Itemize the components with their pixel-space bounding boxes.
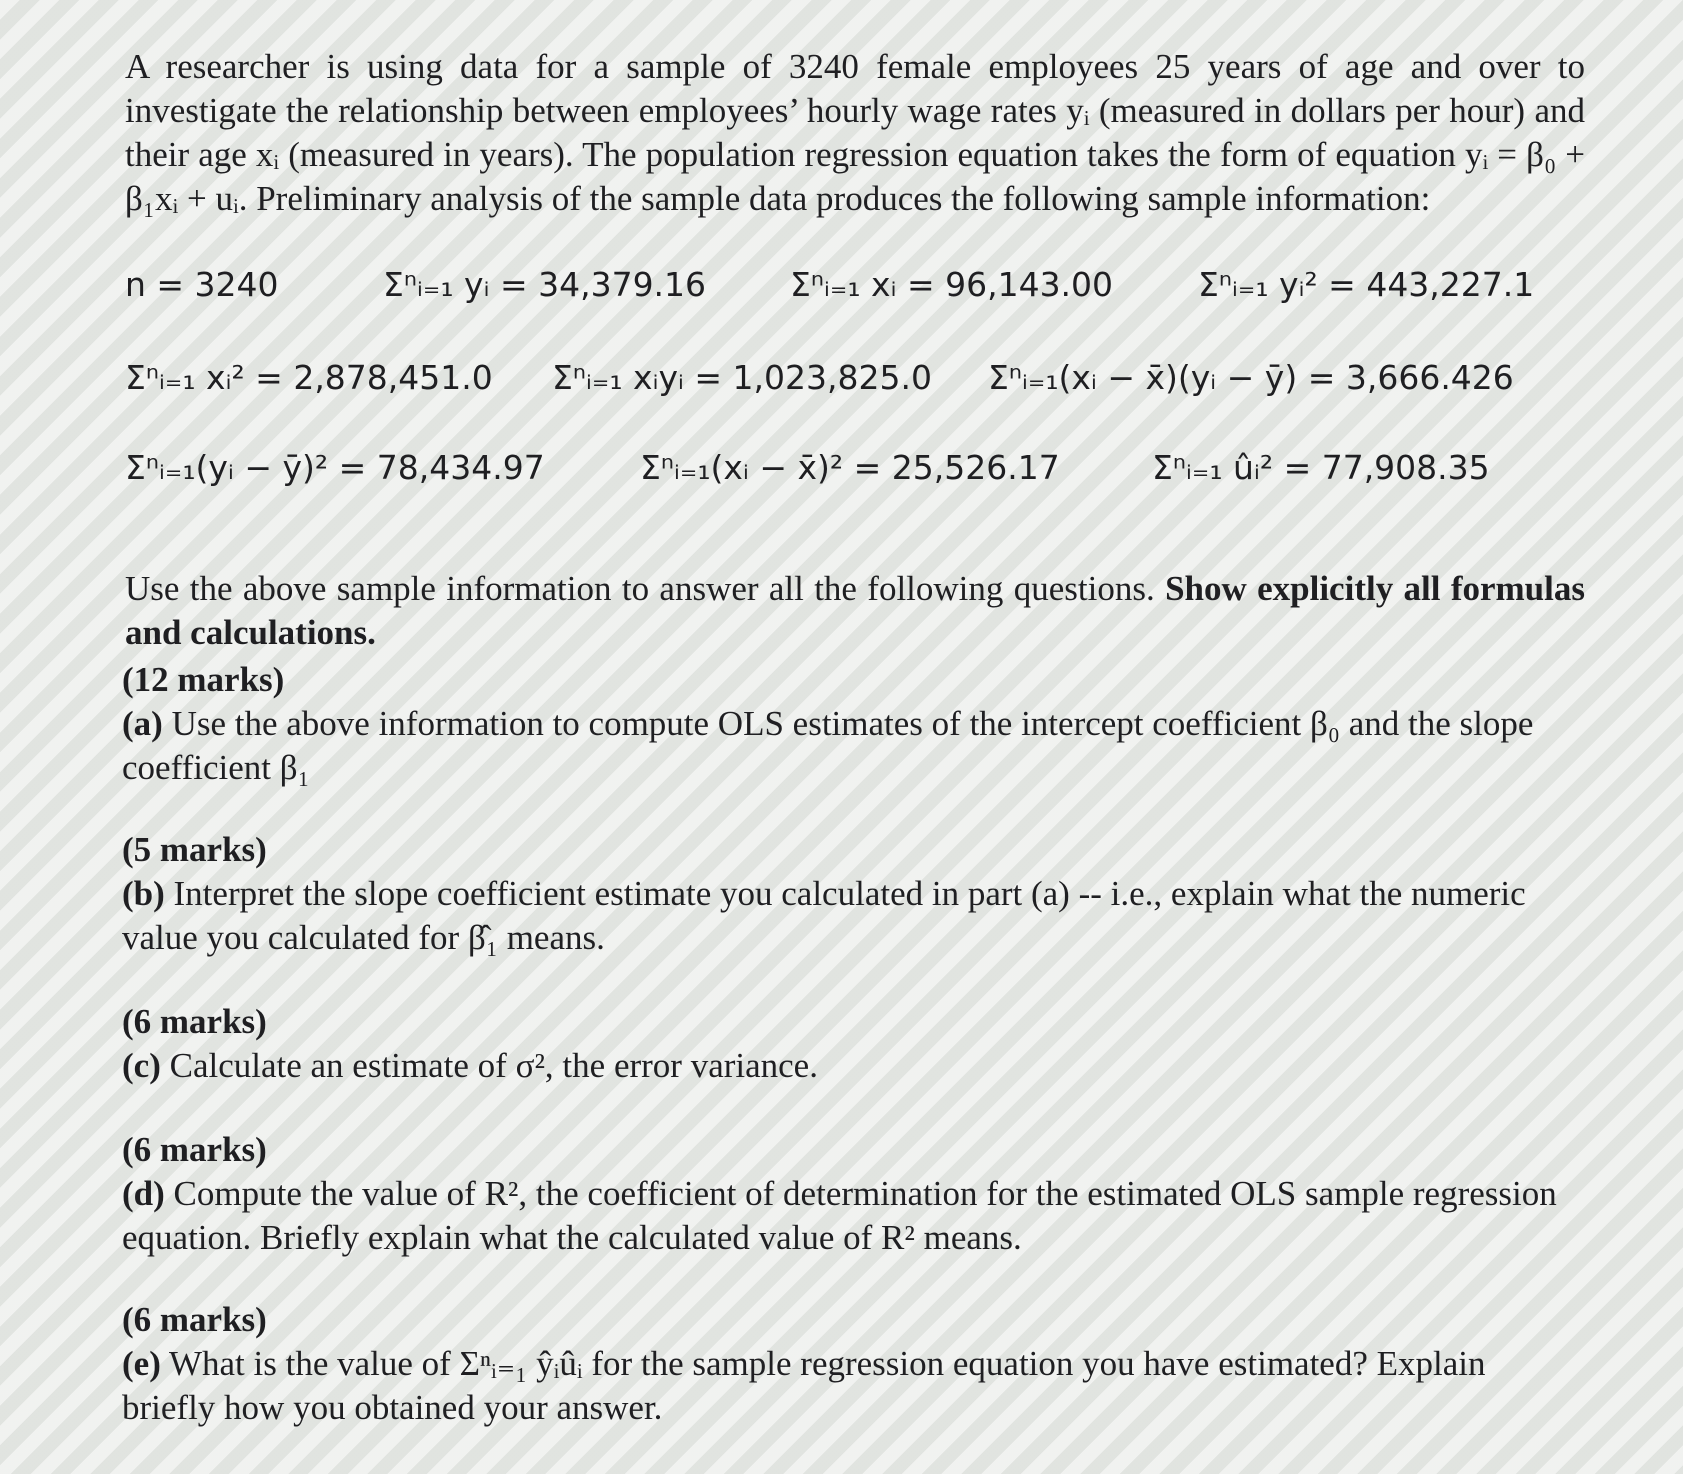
question-d (122, 1128, 1582, 1260)
question-label: (d) (122, 1174, 165, 1213)
question-label: (c) (122, 1046, 161, 1085)
stat-sum-u2: Σⁿᵢ₌₁ ûᵢ² = 77,908.35 (1152, 448, 1490, 487)
question-label: (a) (122, 704, 163, 743)
stat-sum-xy: Σⁿᵢ₌₁ xᵢyᵢ = 1,023,825.0 (552, 358, 932, 397)
question-marks: (6 marks) (122, 1002, 267, 1041)
question-text: Interpret the slope coefficient estimate you calculated in part (a) -- i.e., explain what the numeric value you calculated for β̂₁ means. (122, 874, 1526, 957)
question-text: Use the above information to compute OLS estimates of the intercept coefficient β₀ and the slope coefficient β₁ (122, 704, 1534, 787)
question-e (122, 1298, 1582, 1430)
stat-sum-y2: Σⁿᵢ₌₁ yᵢ² = 443,227.1 (1198, 265, 1535, 304)
question-marks: (12 marks) (122, 660, 285, 699)
question-text: Compute the value of R², the coefficient of determination for the estimated OLS sample regression equation. Briefly explain what the calculated value of R² means. (122, 1174, 1557, 1257)
stat-sum-dxdy: Σⁿᵢ₌₁(xᵢ − x̄)(yᵢ − ȳ) = 3,666.426 (988, 358, 1514, 397)
question-a (122, 658, 1582, 790)
question-c (122, 1000, 1582, 1088)
stat-sum-dx2: Σⁿᵢ₌₁(xᵢ − x̄)² = 25,526.17 (640, 448, 1060, 487)
instructions (125, 567, 1585, 655)
question-text: Calculate an estimate of σ², the error variance. (169, 1046, 818, 1085)
instructions-text: Use the above sample information to answer all the following questions. (125, 569, 1155, 608)
question-label: (e) (122, 1344, 161, 1383)
question-marks: (6 marks) (122, 1130, 267, 1169)
question-marks: (6 marks) (122, 1300, 267, 1339)
stat-sum-y: Σⁿᵢ₌₁ yᵢ = 34,379.16 (383, 265, 707, 304)
question-text: What is the value of Σⁿᵢ₌₁ ŷᵢûᵢ for the sample regression equation you have estimated? Explain briefly how you obtained your answer. (122, 1344, 1486, 1427)
instructions-bold: Show explicitly all formulas and calculations. (125, 569, 1585, 652)
stat-sum-x2: Σⁿᵢ₌₁ xᵢ² = 2,878,451.0 (125, 358, 493, 397)
stat-n: n = 3240 (125, 265, 279, 304)
stat-sum-dy2: Σⁿᵢ₌₁(yᵢ − ȳ)² = 78,434.97 (125, 448, 545, 487)
question-label: (b) (122, 874, 165, 913)
question-b (122, 828, 1582, 960)
stat-sum-x: Σⁿᵢ₌₁ xᵢ = 96,143.00 (790, 265, 1114, 304)
problem-intro: A researcher is using data for a sample of 3240 female employees 25 years of age and over to investigate the relationship between employees’ hourly wage rates yᵢ (measured in dollars per hour) and their age xᵢ (measured in years). The population regression equation takes the form of equation yᵢ = β₀ + β₁xᵢ + uᵢ. Preliminary analysis of the sample data produces the following sample information: (125, 47, 1585, 218)
question-marks: (5 marks) (122, 830, 267, 869)
